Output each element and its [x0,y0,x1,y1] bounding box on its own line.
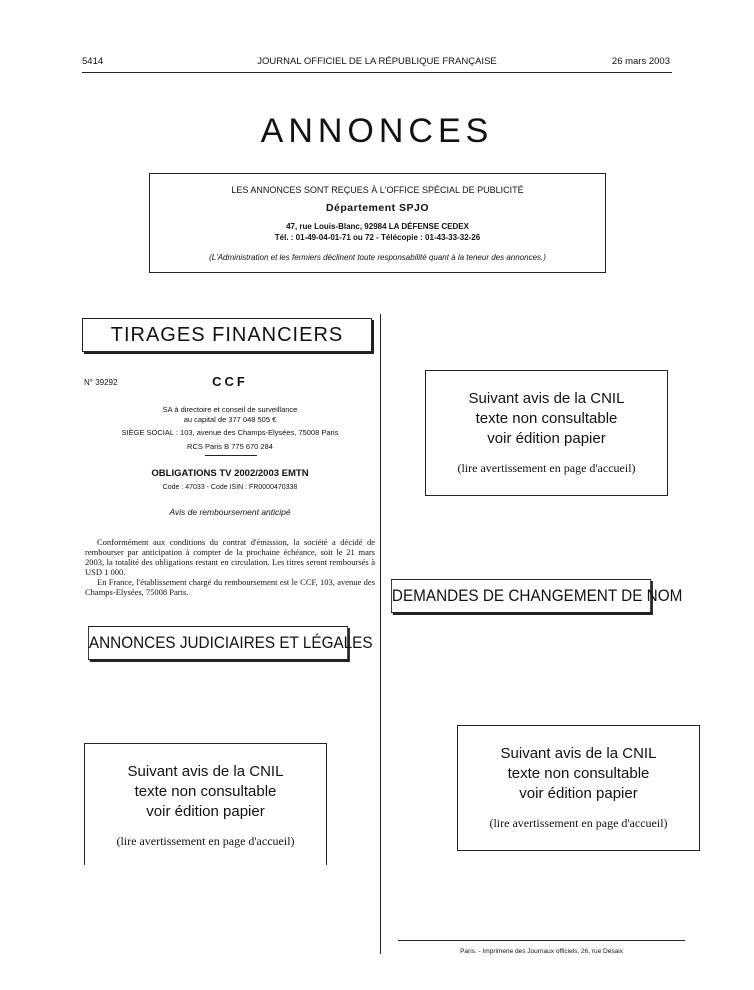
cnil-line: Suivant avis de la CNIL [468,390,625,407]
cnil-notice-box [457,725,700,851]
cnil-line: Suivant avis de la CNIL [500,745,657,762]
publicity-department: Département SPJO [325,202,430,214]
publicity-info-box [149,173,606,273]
cnil-line: voir édition papier [487,430,606,447]
company-name: CCF [212,374,248,389]
notice-paragraph: Conformément aux conditions du contrat d'émission, la société a décidé de rembourser par anticipation à compter de la prochaine échéance, soit le 21 mars 2003, la totalité des obligations restant en circulation. Les titres seront remboursés à USD 1 000. [85,537,375,577]
company-headquarters: SIÈGE SOCIAL : 103, avenue des Champs-Elysées, 75008 Paris [121,428,339,437]
cnil-line: texte non consultable [134,783,277,800]
column-divider [380,314,381,954]
section-heading-tirages: TIRAGES FINANCIERS [82,318,372,352]
publicity-address: 47, rue Louis-Blanc, 92984 LA DÉFENSE CEDEX [286,221,469,231]
cnil-line: voir édition papier [146,803,265,820]
company-form: SA à directoire et conseil de surveillance [162,405,298,414]
cnil-notice-box [425,370,668,496]
cnil-note: (lire avertissement en page d'accueil) [116,834,295,848]
page-number: 5414 [82,56,104,67]
publicity-phone: Tél. : 01-49-04-01-71 ou 72 - Télécopie : 01-43-33-32-26 [274,232,481,242]
cnil-notice-box [84,743,327,865]
notice-rule [205,455,257,456]
publicity-disclaimer: (L'Administration et les fermiers déclinent toute responsabilité quant à la teneur des annonces.) [209,252,546,262]
company-rcs: RCS Paris B 775 670 284 [187,442,273,451]
cnil-line: voir édition papier [519,785,638,802]
section-heading-judiciaires: ANNONCES JUDICIAIRES ET LÉGALES [88,626,348,660]
obligations-title: OBLIGATIONS TV 2002/2003 EMTN [151,468,309,479]
journal-title: JOURNAL OFFICIEL DE LA RÉPUBLIQUE FRANÇAISE [257,56,497,67]
printer-imprint: Paris. - Imprimerie des Journaux officiels, 26, rue Desaix [460,948,623,955]
company-capital: au capital de 377 048 505 € [183,415,277,424]
section-heading-demandes: DEMANDES DE CHANGEMENT DE NOM [391,579,651,613]
cnil-line: texte non consultable [475,410,618,427]
cnil-note: (lire avertissement en page d'accueil) [489,816,668,830]
notice-number: N° 39292 [84,378,118,387]
cnil-line: Suivant avis de la CNIL [127,763,284,780]
cnil-line: texte non consultable [507,765,650,782]
header-rule [82,72,672,73]
footer-rule [398,940,685,941]
notice-paragraph: En France, l'établissement chargé du remboursement est le CCF, 103, avenue des Champs-Elysées, 75008 Paris. [85,577,375,597]
notice-subject: Avis de remboursement anticipé [169,507,291,517]
obligations-code: Code : 47033 - Code ISIN : FR0000470338 [162,484,298,491]
page-title: ANNONCES [260,112,494,150]
cnil-note: (lire avertissement en page d'accueil) [457,461,636,475]
issue-date: 26 mars 2003 [611,56,670,67]
publicity-intro: LES ANNONCES SONT REÇUES À L'OFFICE SPÉCIAL DE PUBLICITÉ [231,185,524,195]
notice-body [85,537,375,597]
